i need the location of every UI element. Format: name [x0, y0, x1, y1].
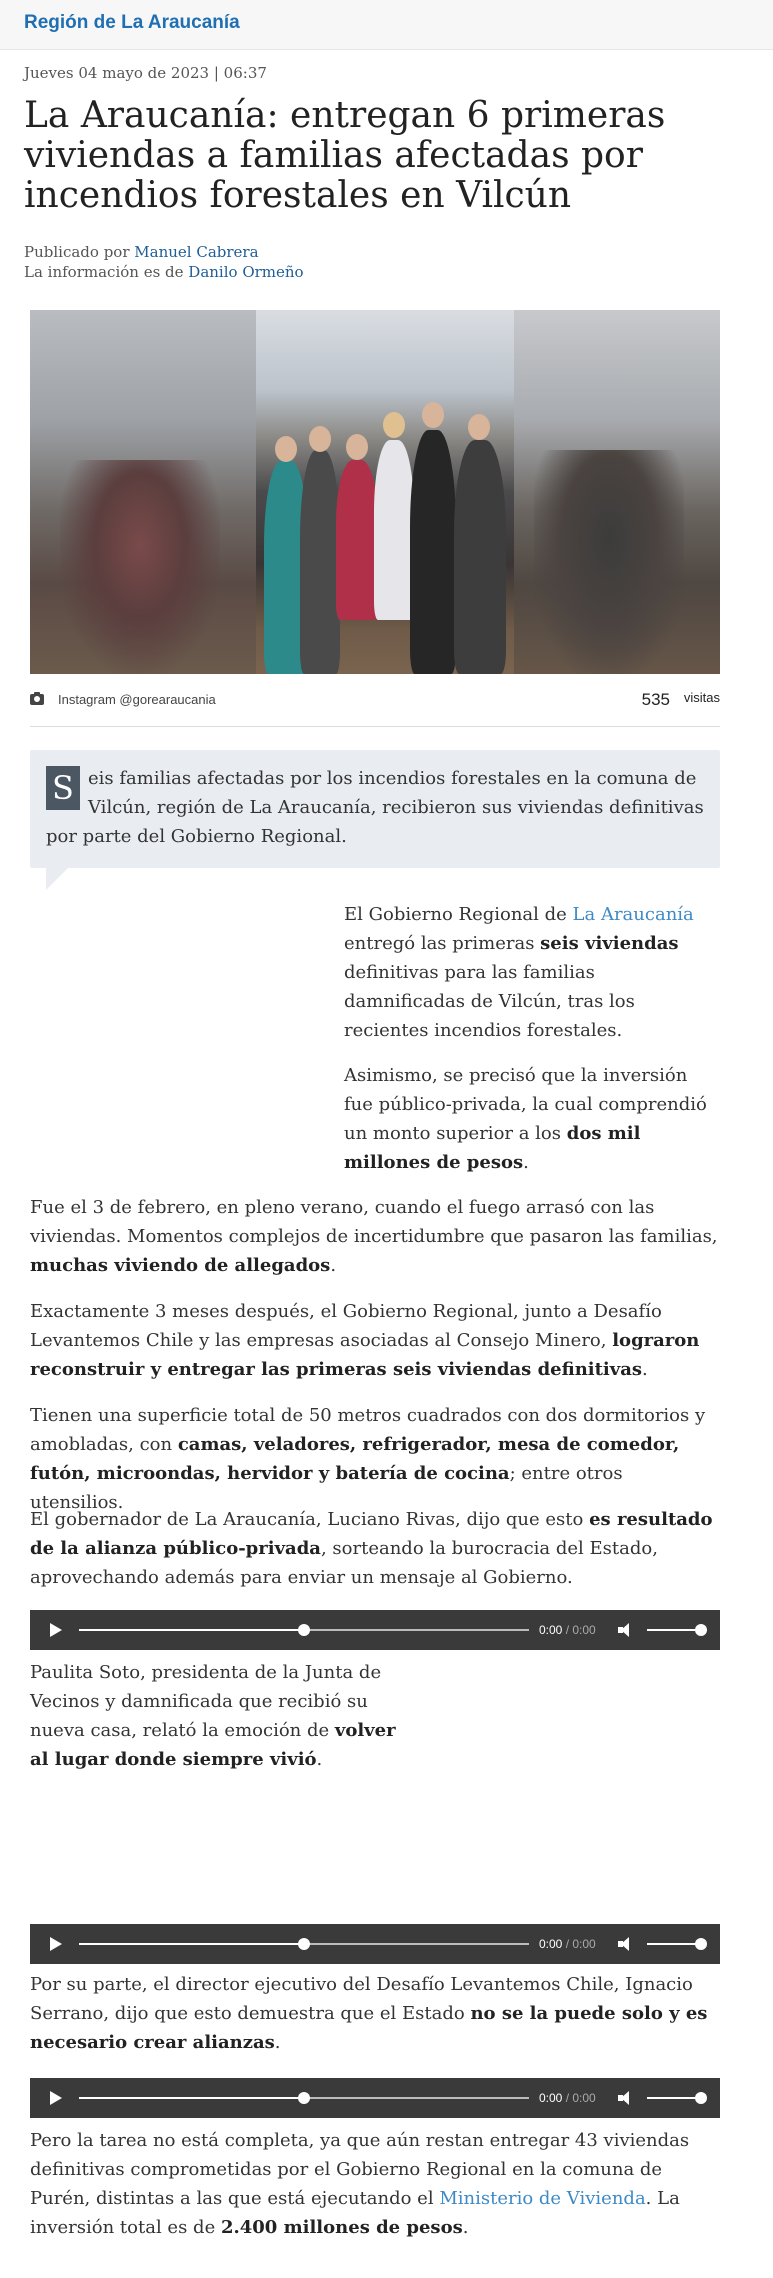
volume-slider[interactable]: [647, 1943, 701, 1945]
paragraph-2: Asimismo, se precisó que la inversión fue público-privada, la cual comprendió un monto superior a los dos mil millones de pesos.: [344, 1065, 707, 1173]
top-bar: [0, 0, 773, 50]
photo-caption-row: [30, 690, 720, 712]
visits-label: visitas: [683, 690, 720, 705]
paragraph-7: Paulita Soto, presidenta de la Junta de Vecinos y damnificada que recibió su nueva casa, relató la emoción de volver al lugar donde siempre vivió.: [30, 1662, 396, 1770]
volume-slider[interactable]: [647, 2097, 701, 2099]
audio-time: 0:00 / 0:00: [539, 1623, 596, 1637]
lead-text: eis familias afectadas por los incendios forestales en la comuna de Vilcún, región de La Araucanía, recibieron sus viviendas definitivas por parte del Gobierno Regional.: [46, 768, 704, 847]
audio-progress-track[interactable]: [79, 1943, 529, 1945]
volume-slider[interactable]: [647, 1629, 701, 1631]
article-title: La Araucanía: entregan 6 primeras viviendas a familias afectadas por incendios forestales en Vilcún: [24, 95, 666, 216]
paragraph-4: Exactamente 3 meses después, el Gobierno Regional, junto a Desafío Levantemos Chile y las empresas asociadas al Consejo Minero, lograron reconstruir y entregar las primeras seis viviendas definitivas.: [30, 1301, 700, 1380]
audio-progress-track[interactable]: [79, 1629, 529, 1631]
audio-player-3: [30, 2078, 720, 2118]
play-icon[interactable]: [50, 1937, 62, 1951]
paragraph-5: Tienen una superficie total de 50 metros cuadrados con dos dormitorios y amobladas, con camas, veladores, refrigerador, mesa de comedor, futón, microondas, hervidor y batería de cocina; entre otros utensilios.: [30, 1405, 706, 1513]
play-icon[interactable]: [50, 1623, 62, 1637]
araucania-link[interactable]: La Araucanía: [572, 904, 694, 925]
section-link[interactable]: Región de La Araucanía: [24, 12, 240, 33]
volume-icon[interactable]: [618, 1937, 634, 1951]
audio-progress-knob[interactable]: [298, 2092, 310, 2104]
volume-icon[interactable]: [618, 2091, 634, 2105]
audio-time: 0:00 / 0:00: [539, 1937, 596, 1951]
volume-knob[interactable]: [695, 1938, 707, 1950]
audio-player-2: [30, 1924, 720, 1964]
lead-box: [30, 750, 720, 868]
ministerio-link[interactable]: Ministerio de Vivienda: [439, 2188, 646, 2209]
camera-icon: [30, 694, 44, 705]
source-prefix: La información es de: [24, 263, 189, 281]
paragraph-9: Pero la tarea no está completa, ya que aún restan entregar 43 viviendas definitivas comprometidas por el Gobierno Regional en la comuna de Purén, distintas a las que está ejecutando el Ministerio de Vivienda. La inversión total es de 2.400 millones de pesos.: [30, 2130, 690, 2238]
audio-progress-track[interactable]: [79, 2097, 529, 2099]
photo-caption: Instagram @gorearaucania: [58, 692, 216, 707]
volume-knob[interactable]: [695, 2092, 707, 2104]
visits-count: 535: [641, 690, 670, 709]
audio-progress-knob[interactable]: [298, 1938, 310, 1950]
published-prefix: Publicado por: [24, 243, 135, 261]
audio-time: 0:00 / 0:00: [539, 2091, 596, 2105]
photo-main: [256, 310, 514, 674]
volume-knob[interactable]: [695, 1624, 707, 1636]
photo-blur-left: [30, 310, 256, 674]
audio-progress-knob[interactable]: [298, 1624, 310, 1636]
paragraph-3: Fue el 3 de febrero, en pleno verano, cuando el fuego arrasó con las viviendas. Momentos complejos de incertidumbre que pasaron las familias, muchas viviendo de allegados.: [30, 1197, 718, 1276]
photo-blur-right: [514, 310, 720, 674]
article-photo: [30, 310, 720, 674]
volume-icon[interactable]: [618, 1623, 634, 1637]
paragraph-6: El gobernador de La Araucanía, Luciano Rivas, dijo que esto es resultado de la alianza público-privada, sorteando la burocracia del Estado, aprovechando además para enviar un mensaje al Gobierno.: [30, 1509, 713, 1588]
audio-player-1: [30, 1610, 720, 1650]
source-link[interactable]: Danilo Ormeño: [188, 263, 304, 281]
author-link[interactable]: Manuel Cabrera: [134, 243, 259, 261]
paragraph-8: Por su parte, el director ejecutivo del Desafío Levantemos Chile, Ignacio Serrano, dijo que esto demuestra que el Estado no se la puede solo y es necesario crear alianzas.: [30, 1974, 708, 2053]
byline: [24, 242, 304, 282]
play-icon[interactable]: [50, 2091, 62, 2105]
dropcap: S: [46, 766, 80, 810]
divider: [30, 726, 720, 727]
paragraph-1: El Gobierno Regional de La Araucanía entregó las primeras seis viviendas definitivas para las familias damnificadas de Vilcún, tras los recientes incendios forestales.: [344, 904, 694, 1041]
article-date: Jueves 04 mayo de 2023 | 06:37: [24, 64, 267, 82]
